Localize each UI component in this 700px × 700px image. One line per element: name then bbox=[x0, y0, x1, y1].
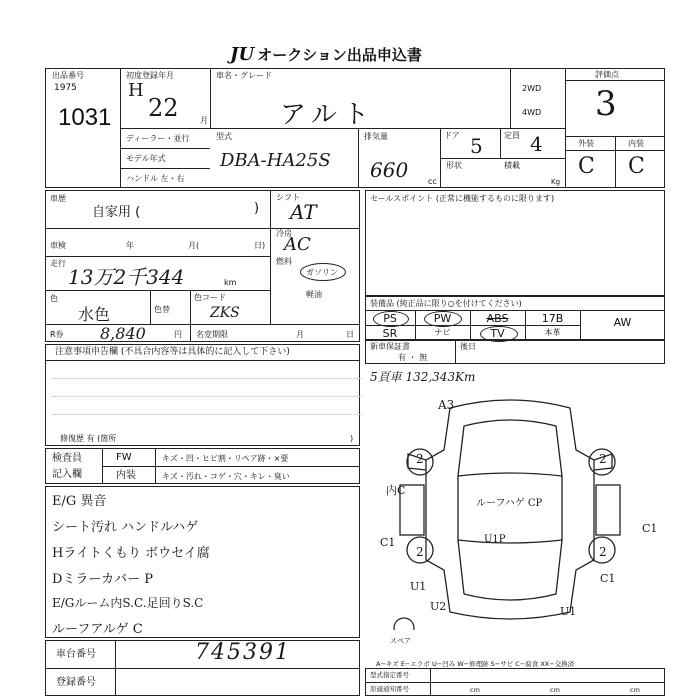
shift-label: シフト bbox=[276, 193, 300, 202]
exterior-label: 外装 bbox=[578, 139, 594, 148]
interior-label: 内装 bbox=[628, 139, 644, 148]
score-label: 評価点 bbox=[595, 70, 619, 79]
displacement-unit: cc bbox=[428, 177, 437, 186]
warranty-label: 新車保証書 bbox=[370, 342, 410, 351]
type-label: 型式 bbox=[216, 132, 232, 141]
equip-leather: 本革 bbox=[544, 328, 561, 337]
model-name: アルト bbox=[280, 100, 375, 130]
car-damage-diagram bbox=[380, 390, 640, 630]
notes-label: 注意事項申告欄 (不具合内容等は具体的に記入して下さい) bbox=[55, 347, 290, 357]
mark-a3: A3 bbox=[438, 398, 455, 412]
equip-pw: PW bbox=[433, 312, 452, 325]
mark-2-front-right: 2 bbox=[599, 452, 607, 466]
mileage-unit: km bbox=[224, 278, 237, 287]
spare-label: スペア bbox=[390, 637, 411, 645]
color-label: 色 bbox=[50, 294, 58, 303]
equip-ps: PS bbox=[383, 312, 397, 325]
name-change-label: 名変期限 bbox=[196, 330, 228, 339]
equip-ps-circle bbox=[373, 311, 409, 327]
history-close: ) bbox=[254, 201, 260, 216]
registration-year: 22 bbox=[148, 94, 179, 122]
ac-value: AC bbox=[284, 234, 311, 255]
chassis-label: 車台番号 bbox=[56, 649, 96, 660]
mark-u2-bottom: U2 bbox=[430, 600, 447, 613]
history-label: 車歴 bbox=[50, 194, 66, 203]
model-year-label: モデル年式 bbox=[126, 154, 166, 163]
color-change-label: 色替 bbox=[154, 305, 170, 314]
remark-6: ルーフアルゲ C bbox=[52, 622, 143, 637]
sales-point-box bbox=[365, 190, 665, 296]
fuel-label: 燃料 bbox=[276, 257, 292, 266]
displacement-value: 660 bbox=[370, 158, 409, 182]
mark-2-rear-left: 2 bbox=[416, 545, 424, 559]
dealer-label: ディーラー・並行 bbox=[126, 134, 190, 143]
inspection-day-unit: 日) bbox=[254, 241, 266, 250]
remark-3: Hライトくもり ボウセイ腐 bbox=[52, 546, 210, 561]
inspection-label: 車検 bbox=[50, 241, 66, 250]
mark-2-rear-right: 2 bbox=[599, 545, 607, 559]
registration-era: H bbox=[128, 80, 144, 101]
year-code: 1975 bbox=[54, 83, 77, 93]
mark-c1-right-bottom: C1 bbox=[600, 572, 616, 585]
mark-u1-right: U1 bbox=[560, 605, 577, 618]
registration-month-unit: 月 bbox=[200, 116, 208, 125]
drive-2wd: 2WD bbox=[522, 84, 542, 93]
mark-u1-left: U1 bbox=[410, 580, 427, 593]
mark-interior-c: 内C bbox=[386, 484, 406, 497]
doors-label: ドア bbox=[444, 131, 460, 140]
dim-unit-2: cm bbox=[550, 686, 560, 694]
color-value: 水色 bbox=[78, 305, 111, 324]
ju-logo: JU bbox=[230, 44, 255, 65]
ac-label: 冷房 bbox=[276, 229, 292, 238]
equip-pw-circle bbox=[424, 311, 462, 327]
remark-1: E/G 異音 bbox=[52, 494, 107, 509]
load-unit: Kg bbox=[551, 178, 561, 186]
recycle-value: 8,840 bbox=[100, 324, 146, 343]
capacity-label: 定員 bbox=[504, 131, 520, 140]
recycle-unit: 円 bbox=[174, 330, 182, 339]
name-change-month: 月 bbox=[296, 330, 304, 339]
mark-c1-right-top: C1 bbox=[642, 522, 658, 535]
registration-no-label: 登録番号 bbox=[56, 677, 96, 688]
equip-navi: ナビ bbox=[434, 328, 451, 337]
mark-centre: U1P bbox=[484, 534, 506, 545]
warranty-after-label: 後日 bbox=[460, 342, 476, 351]
fw-label: FW bbox=[116, 452, 132, 463]
equipment-label: 装備品 (純正品に限り○を付けてください) bbox=[370, 299, 522, 308]
dim-unit-3: cm bbox=[630, 686, 640, 694]
chassis-value: 745391 bbox=[195, 640, 291, 665]
dim-unit-1: cm bbox=[470, 686, 480, 694]
type-designation-label: 型式指定番号 bbox=[370, 671, 409, 679]
color-code-value: ZKS bbox=[210, 305, 240, 321]
inspector-label-1: 検査員 bbox=[52, 453, 82, 464]
repair-label: 修復歴 有 (箇所 bbox=[60, 434, 117, 443]
mileage-value: 13万2千344 bbox=[68, 265, 185, 289]
type-value: DBA-HA25S bbox=[220, 150, 331, 171]
color-code-label: 色コード bbox=[194, 293, 226, 302]
remark-4: Dミラーカバー P bbox=[52, 572, 154, 587]
model-label: 車名・グレード bbox=[216, 71, 272, 80]
mark-c1-left: C1 bbox=[380, 536, 396, 549]
interior-row-text: キズ・汚れ・コゲ・穴・キレ・臭い bbox=[162, 472, 290, 481]
inspection-month-unit: 月( bbox=[188, 241, 200, 250]
name-change-day: 日 bbox=[346, 330, 354, 339]
equip-tv: TV bbox=[490, 327, 505, 340]
score-value: 3 bbox=[595, 84, 617, 124]
remark-2: シート汚れ ハンドルハゲ bbox=[52, 520, 199, 535]
recycle-label: R券 bbox=[50, 330, 64, 339]
doors-value: 5 bbox=[470, 134, 483, 158]
registration-label: 初度登録年月 bbox=[126, 71, 174, 80]
form-title-text: オークション出品申込書 bbox=[257, 46, 422, 64]
capacity-value: 4 bbox=[530, 132, 543, 156]
inspection-year-unit: 年 bbox=[126, 241, 134, 250]
warranty-options: 有 ・ 無 bbox=[398, 353, 428, 362]
load-label: 積載 bbox=[504, 161, 520, 170]
damage-legend: A−キズ E−エクボ U−凹み W−修理跡 S−サビ C−腐食 XX−交換済 bbox=[376, 660, 575, 668]
form-title bbox=[230, 44, 422, 65]
equip-aw: AW bbox=[613, 316, 632, 329]
listing-number-label: 出品番号 bbox=[52, 71, 84, 80]
equip-sr: SR bbox=[382, 327, 398, 340]
fw-text: キズ・凹・ヒビ割・リペア跡・×要 bbox=[162, 454, 289, 463]
interior-row-label: 内装 bbox=[116, 470, 136, 481]
fuel-gasoline: ガソリン bbox=[306, 268, 338, 277]
shape-label: 形状 bbox=[446, 161, 462, 170]
remark-5: E/Gルーム内S.C.足回りS.C bbox=[52, 596, 204, 610]
displacement-label: 排気量 bbox=[364, 132, 388, 141]
repair-close: ) bbox=[350, 434, 354, 443]
handle-label: ハンドル 左・右 bbox=[126, 174, 185, 183]
inspector-label-2: 記入欄 bbox=[52, 469, 82, 480]
equip-17b: 17B bbox=[541, 312, 564, 325]
lot-number: 1031 bbox=[58, 104, 112, 131]
odometer-note: 5頁車 132,343Km bbox=[370, 370, 476, 384]
sales-point-label: セールスポイント (正常に機能するものに限ります) bbox=[370, 194, 555, 203]
mark-roof: ルーフハゲ CP bbox=[476, 498, 543, 509]
notice-number-label: 原適通知番号 bbox=[370, 685, 409, 693]
drive-4wd: 4WD bbox=[522, 108, 542, 117]
fuel-light-oil: 軽油 bbox=[306, 290, 322, 299]
mark-2-front-left: 2 bbox=[416, 452, 424, 466]
interior-grade: C bbox=[628, 154, 645, 179]
fuel-gasoline-circle bbox=[300, 263, 346, 281]
exterior-grade: C bbox=[578, 154, 595, 179]
mileage-label: 走行 bbox=[50, 259, 66, 268]
shift-value: AT bbox=[290, 200, 317, 224]
equip-abs: ABS bbox=[486, 312, 509, 325]
history-value: 自家用 ( bbox=[92, 205, 141, 220]
